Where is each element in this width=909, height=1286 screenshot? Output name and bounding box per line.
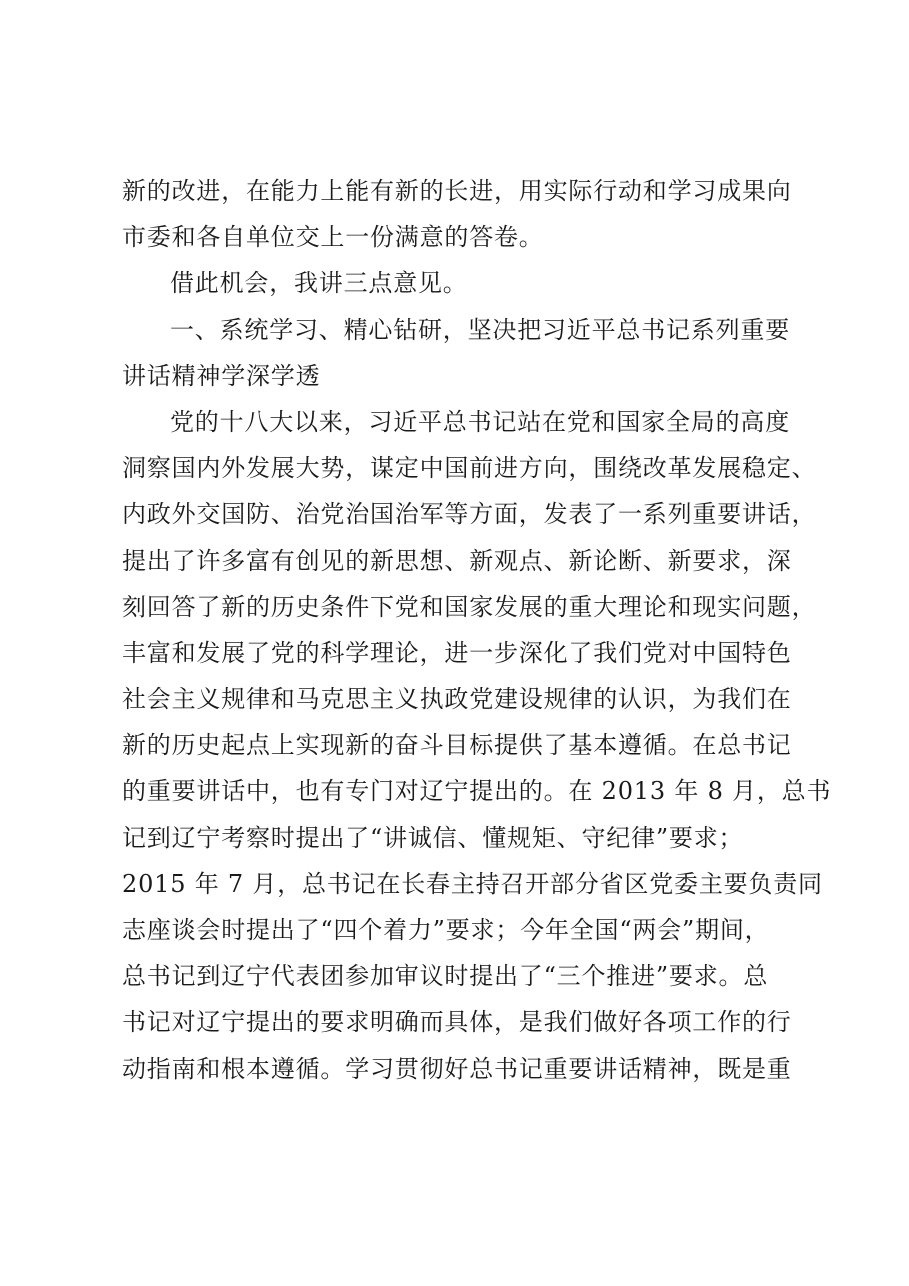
text-line: 刻回答了新的历史条件下党和国家发展的重大理论和现实问题， xyxy=(122,592,817,621)
document-body xyxy=(122,168,832,1092)
text-line: 动指南和根本遵循。学习贯彻好总书记重要讲话精神，既是重 xyxy=(122,1054,792,1083)
text-line: 市委和各自单位交上一份满意的答卷。 xyxy=(122,223,544,252)
text-line: 新的历史起点上实现新的奋斗目标提供了基本遵循。在总书记 xyxy=(122,731,792,760)
text-line: 新的改进，在能力上能有新的长进，用实际行动和学习成果向 xyxy=(122,177,792,205)
text-line: 的重要讲话中，也有专门对辽宁提出的。在 2013 年 8 月，总书 xyxy=(122,777,832,806)
text-line: 内政外交国防、治党治国治军等方面，发表了一系列重要讲话， xyxy=(122,500,817,529)
text-line: 洞察国内外发展大势，谋定中国前进方向，围绕改革发展稳定、 xyxy=(122,454,817,483)
text-line: 社会主义规律和马克思主义执政党建设规律的认识，为我们在 xyxy=(122,685,792,714)
text-line: 书记对辽宁提出的要求明确而具体，是我们做好各项工作的行 xyxy=(122,1008,792,1037)
text-line: 提出了许多富有创见的新思想、新观点、新论断、新要求，深 xyxy=(122,546,792,575)
text-line: 2015 年 7 月，总书记在长春主持召开部分省区党委主要负责同 xyxy=(122,869,823,898)
text-line: 借此机会，我讲三点意见。 xyxy=(170,269,468,298)
section-heading-line: 讲话精神学深学透 xyxy=(122,361,321,390)
text-line: 党的十八大以来，习近平总书记站在党和国家全局的高度 xyxy=(170,407,790,436)
text-line: 丰富和发展了党的科学理论，进一步深化了我们党对中国特色 xyxy=(122,638,792,667)
text-line: 志座谈会时提出了“四个着力”要求；今年全国“两会”期间， xyxy=(122,916,770,944)
text-line: 记到辽宁考察时提出了“讲诚信、懂规矩、守纪律”要求； xyxy=(122,823,744,852)
text-line: 总书记到辽宁代表团参加审议时提出了“三个推进”要求。总 xyxy=(122,962,769,991)
section-heading-line: 一、系统学习、精心钻研，坚决把习近平总书记系列重要 xyxy=(170,315,790,344)
